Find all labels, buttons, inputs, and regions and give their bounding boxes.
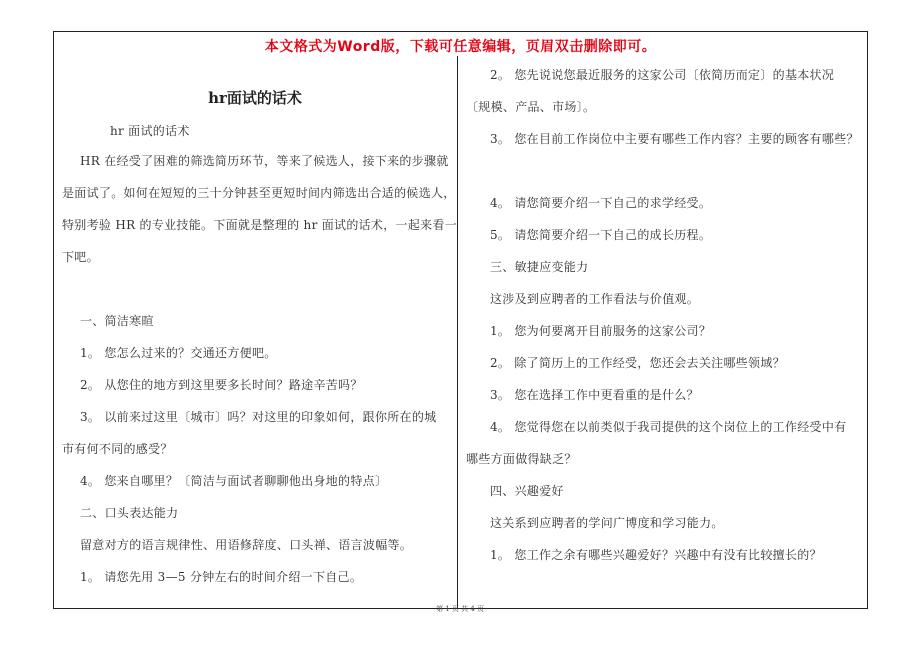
question-item: 2。 从您住的地方到这里要多长时间？路途辛苦吗？ — [80, 378, 363, 392]
subtitle: hr 面试的话术 — [110, 124, 190, 138]
section-heading: 三、敏捷应变能力 — [490, 260, 589, 274]
question-item: 3。 您在选择工作中更看重的是什么？ — [490, 388, 699, 402]
section-heading: 一、简洁寒暄 — [80, 314, 154, 328]
question-item: 1。 您为何要离开目前服务的这家公司？ — [490, 324, 712, 338]
paragraph-line: 是面试了。如何在短短的三十分钟甚至更短时间内筛选出合适的候选人， — [62, 186, 456, 200]
question-item: 5。 请您简要介绍一下自己的成长历程。 — [490, 228, 712, 242]
question-item: 2。 您先说说您最近服务的这家公司〔依简历而定〕的基本状况 — [490, 68, 835, 82]
question-item-continued: 〔规模、产品、市场〕。 — [466, 100, 596, 114]
question-item-continued: 哪些方面做得缺乏？ — [466, 452, 577, 466]
question-item: 3。 您在目前工作岗位中主要有哪些工作内容？主要的顾客有哪些？ — [490, 132, 859, 146]
question-item: 1。 您工作之余有哪些兴趣爱好？兴趣中有没有比较擅长的？ — [490, 548, 822, 562]
paragraph-line: 特别考验 HR 的专业技能。下面就是整理的 hr 面试的话术，一起来看一 — [62, 218, 458, 232]
question-item: 4。 您来自哪里？〔简洁与面试者聊聊他出身地的特点〕 — [80, 474, 388, 488]
word-format-notice: 本文格式为Word版，下载可任意编辑，页眉双击删除即可。 — [264, 39, 657, 55]
question-item: 1。 您怎么过来的？交通还方便吧。 — [80, 346, 277, 360]
question-item: 4。 您觉得您在以前类似于我司提供的这个岗位上的工作经受中有 — [490, 420, 847, 434]
paragraph-line: HR 在经受了困难的筛选简历环节，等来了候选人，接下来的步骤就 — [80, 154, 449, 168]
paragraph-line: 这涉及到应聘者的工作看法与价值观。 — [490, 292, 700, 306]
paragraph-line: 留意对方的语言规律性、用语修辞度、口头禅、语言波幅等。 — [80, 538, 413, 552]
question-item: 3。 以前来过这里〔城市〕吗？对这里的印象如何，跟你所在的城 — [80, 410, 437, 424]
question-item: 1。 请您先用 3—5 分钟左右的时间介绍一下自己。 — [80, 570, 363, 584]
question-item: 4。 请您简要介绍一下自己的求学经受。 — [490, 196, 712, 210]
page-footer: 第 1 页 共 4 页 — [435, 605, 485, 613]
question-item-continued: 市有何不同的感受？ — [62, 442, 173, 456]
paragraph-line: 下吧。 — [62, 250, 99, 264]
question-item: 2。 除了简历上的工作经受，您还会去关注哪些领域？ — [490, 356, 785, 370]
page-border — [53, 31, 868, 609]
paragraph-line: 这关系到应聘者的学问广博度和学习能力。 — [490, 516, 724, 530]
section-heading: 二、口头表达能力 — [80, 506, 179, 520]
section-heading: 四、兴趣爱好 — [490, 484, 564, 498]
column-divider — [457, 56, 458, 609]
document-title: hr面试的话术 — [208, 89, 302, 107]
